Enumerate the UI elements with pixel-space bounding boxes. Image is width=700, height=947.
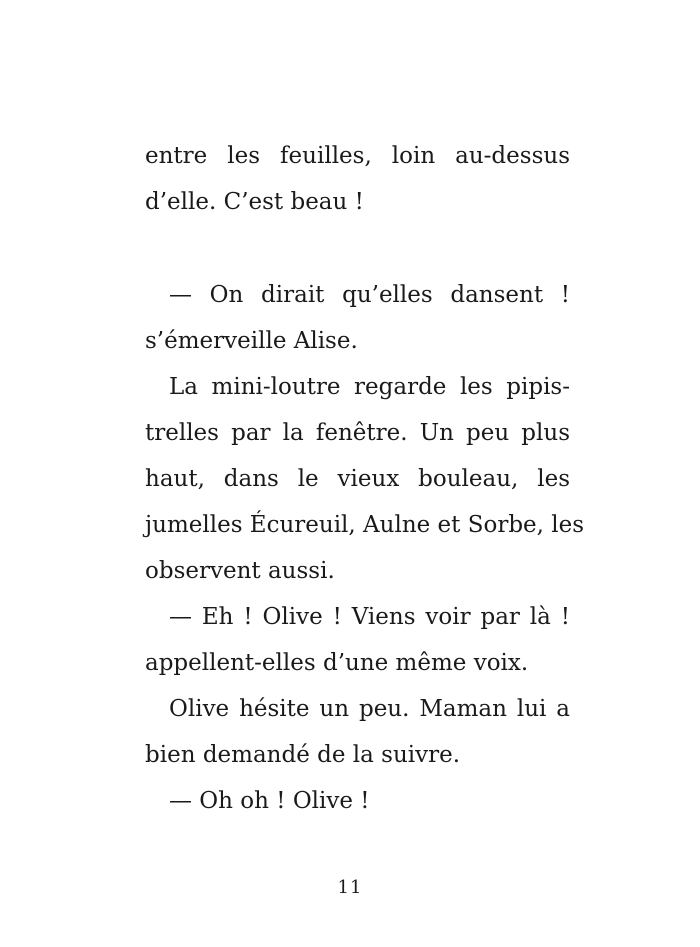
text-line: appellent-elles d’une même voix. bbox=[145, 650, 529, 676]
text-line: — Oh oh ! Olive ! bbox=[169, 788, 370, 814]
text-line: observent aussi. bbox=[145, 558, 335, 584]
text-line: — Eh ! Olive ! Viens voir par là ! bbox=[169, 604, 570, 630]
text-line: trelles par la fenêtre. Un peu plus bbox=[145, 420, 570, 446]
text-line: Olive hésite un peu. Maman lui a bbox=[169, 696, 570, 722]
text-line: entre les feuilles, loin au-dessus bbox=[145, 143, 570, 169]
text-line: d’elle. C’est beau ! bbox=[145, 189, 364, 215]
text-line: — On dirait qu’elles dansent ! bbox=[169, 282, 570, 308]
text-line: La mini-loutre regarde les pipis- bbox=[169, 374, 570, 400]
page-number: 11 bbox=[337, 877, 363, 898]
text-line: haut, dans le vieux bouleau, les bbox=[145, 466, 570, 492]
text-line: jumelles Écureuil, Aulne et Sorbe, les bbox=[145, 512, 585, 538]
text-line: bien demandé de la suivre. bbox=[145, 742, 461, 768]
text-line: s’émerveille Alise. bbox=[145, 328, 358, 354]
